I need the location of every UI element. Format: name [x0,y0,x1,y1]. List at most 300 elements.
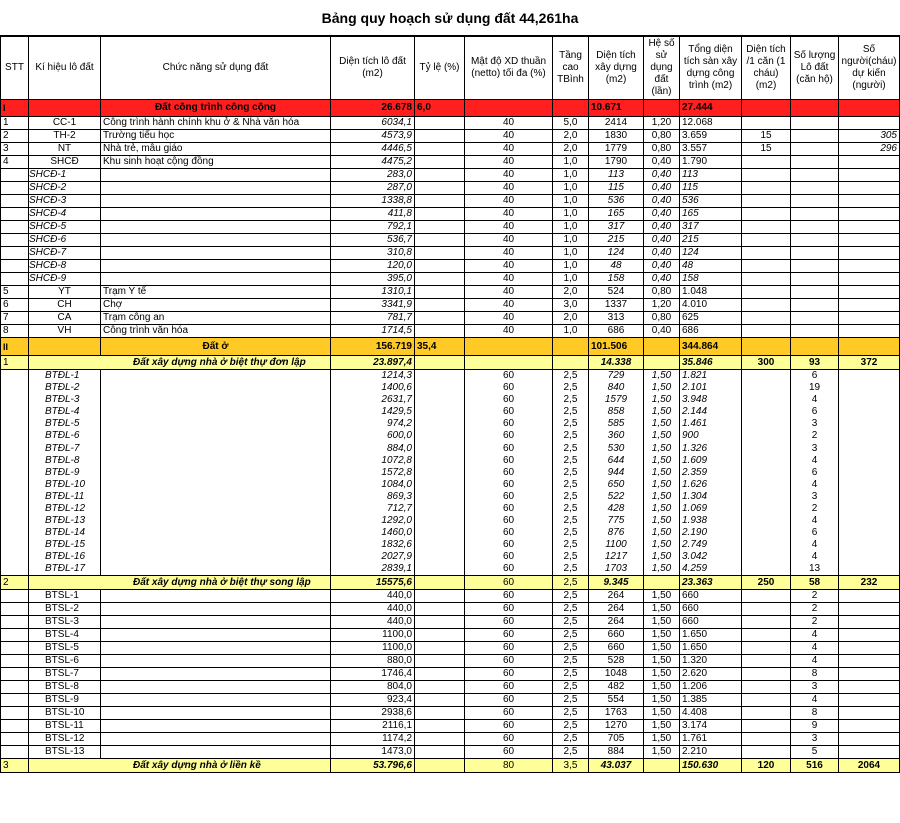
table-cell [415,325,465,338]
table-cell [742,467,791,479]
table-cell: 1292,0 [331,515,415,527]
table-cell: CH [29,299,101,312]
table-cell: 60 [465,563,553,576]
table-cell: 60 [465,370,553,383]
table-cell: 264 [589,616,644,629]
table-cell [839,195,900,208]
table-cell: Đất xây dựng nhà ở biệt thự đơn lập [29,356,331,370]
land-use-table [0,36,900,773]
table-cell [791,100,839,117]
table-cell [791,312,839,325]
table-cell: 2,5 [553,406,589,418]
table-cell: 1,0 [553,273,589,286]
table-cell [839,394,900,406]
table-cell [791,234,839,247]
table-cell: 1338,8 [331,195,415,208]
table-cell [742,642,791,655]
table-cell: 528 [589,655,644,668]
table-cell [839,563,900,576]
table-cell: 0,40 [644,234,680,247]
table-cell: BTSL-11 [1,720,29,733]
table-row [1,117,900,130]
table-cell: 124 [589,247,644,260]
table-cell [839,370,900,383]
table-cell [742,629,791,642]
table-cell: 4 [791,455,839,467]
table-cell: 0,80 [644,286,680,299]
table-cell: 660 [680,603,742,616]
table-cell: 80 [465,759,553,773]
table-cell: 120 [742,759,791,773]
table-cell [839,467,900,479]
table-cell [839,668,900,681]
table-cell [839,338,900,356]
table-cell: 9.345 [589,576,644,590]
table-cell: 1703 [589,563,644,576]
table-cell: 2,5 [553,539,589,551]
table-cell: 1.650 [680,629,742,642]
table-cell: Đất ở [101,338,331,356]
table-cell: 1,50 [644,503,680,515]
table-cell [101,234,331,247]
table-cell: 4 [791,642,839,655]
table-cell: 101.506 [589,338,644,356]
table-cell: 3 [791,491,839,503]
table-cell [101,527,331,539]
table-cell: 317 [680,221,742,234]
table-cell: 4 [791,694,839,707]
table-cell [791,286,839,299]
table-cell [839,286,900,299]
table-cell [839,299,900,312]
table-cell: 40 [465,221,553,234]
table-cell [415,221,465,234]
table-cell [101,208,331,221]
table-cell [415,247,465,260]
table-cell [742,312,791,325]
table-cell: 2064 [839,759,900,773]
table-cell [644,576,680,590]
table-cell: 2,5 [553,551,589,563]
table-cell: 150.630 [680,759,742,773]
table-cell: Đất xây dựng nhà ở biệt thự song lập [29,576,331,590]
table-cell: 1746,4 [331,668,415,681]
table-cell: 1,50 [644,382,680,394]
table-cell [791,325,839,338]
table-cell: 215 [589,234,644,247]
table-cell: 1048 [589,668,644,681]
table-cell: 60 [465,681,553,694]
table-cell: BTSL-5 [1,642,29,655]
table-cell [101,406,331,418]
table-cell [742,273,791,286]
table-cell [553,356,589,370]
table-cell: 536,7 [331,234,415,247]
table-cell [839,247,900,260]
table-cell: BTSL-7 [1,668,29,681]
table-cell: 3 [791,418,839,430]
header-row [1,37,900,100]
table-cell [415,356,465,370]
table-cell: 156.719 [331,338,415,356]
table-cell: 6 [791,406,839,418]
table-cell [839,527,900,539]
table-cell: 40 [465,182,553,195]
table-cell: 1 [1,117,29,130]
table-row [1,100,900,117]
table-cell [415,370,465,383]
table-cell [839,655,900,668]
table-cell [101,467,331,479]
table-cell [839,430,900,442]
table-cell [415,746,465,759]
column-header: Tổng diện tích sàn xây dựng công trình (m2) [680,37,742,100]
table-cell: 1,50 [644,370,680,383]
table-cell [101,273,331,286]
table-row [1,759,900,773]
table-cell [839,479,900,491]
table-cell: 1,0 [553,247,589,260]
table-cell [742,491,791,503]
table-cell: BTĐL-5 [1,418,29,430]
table-cell: 1,50 [644,442,680,454]
table-cell: 2,5 [553,515,589,527]
table-cell [415,382,465,394]
table-cell: 60 [465,655,553,668]
table-cell: 775 [589,515,644,527]
table-cell: 884,0 [331,442,415,454]
table-cell: 124 [680,247,742,260]
table-cell [839,312,900,325]
table-cell [839,382,900,394]
table-cell: 15 [742,130,791,143]
table-cell: 1.206 [680,681,742,694]
table-row [1,394,900,406]
table-cell: 60 [465,616,553,629]
table-cell: CA [29,312,101,325]
table-cell [415,442,465,454]
table-cell [415,551,465,563]
table-cell: 26.678 [331,100,415,117]
table-cell: SHCĐ-2 [1,182,29,195]
table-cell: 2414 [589,117,644,130]
table-cell: 1,50 [644,539,680,551]
table-cell [839,515,900,527]
table-cell [839,208,900,221]
table-cell: BTSL-9 [1,694,29,707]
table-cell [415,563,465,576]
table-cell [839,100,900,117]
table-cell: 1.761 [680,733,742,746]
table-cell: 60 [465,515,553,527]
table-cell: 1779 [589,143,644,156]
table-cell: 2,5 [553,370,589,383]
table-cell: 264 [589,590,644,603]
table-cell: 2116,1 [331,720,415,733]
table-cell: 1.650 [680,642,742,655]
table-cell: 2.620 [680,668,742,681]
table-cell: 2 [1,130,29,143]
table-cell [415,169,465,182]
table-cell [742,394,791,406]
table-cell [742,551,791,563]
table-cell [742,286,791,299]
table-row [1,260,900,273]
table-cell: 804,0 [331,681,415,694]
table-cell [29,338,101,356]
table-row [1,195,900,208]
table-cell: 2 [791,616,839,629]
table-cell: 2,5 [553,720,589,733]
table-cell: 1790 [589,156,644,169]
table-cell: 2.210 [680,746,742,759]
table-cell: Chợ [101,299,331,312]
table-cell [415,117,465,130]
table-cell [742,655,791,668]
table-cell [791,156,839,169]
table-cell: 1,0 [553,156,589,169]
table-cell: 3.042 [680,551,742,563]
table-cell: 344.864 [680,338,742,356]
table-cell: Công trình hành chính khu ở & Nhà văn hóa [101,117,331,130]
table-cell: 60 [465,707,553,720]
table-cell: 781,7 [331,312,415,325]
table-cell: 60 [465,551,553,563]
table-cell: 4 [791,539,839,551]
table-cell: BTĐL-3 [1,394,29,406]
table-cell [415,286,465,299]
table-cell [839,455,900,467]
table-cell: 944 [589,467,644,479]
table-cell: BTSL-8 [1,681,29,694]
table-cell: 395,0 [331,273,415,286]
table-row [1,590,900,603]
table-cell [101,655,331,668]
table-cell [415,182,465,195]
table-row [1,406,900,418]
table-cell: 1,50 [644,603,680,616]
table-cell: 2 [791,590,839,603]
table-cell [742,247,791,260]
table-cell [101,720,331,733]
table-row [1,325,900,338]
table-cell [101,563,331,576]
table-cell [101,551,331,563]
table-row [1,208,900,221]
table-cell: 6 [791,527,839,539]
table-cell: 35.846 [680,356,742,370]
table-cell [29,100,101,117]
table-cell [742,208,791,221]
table-cell [415,576,465,590]
table-cell: 1,50 [644,394,680,406]
table-row [1,247,900,260]
table-row [1,479,900,491]
table-cell: 7 [1,312,29,325]
table-cell: I [1,100,29,117]
table-cell [415,406,465,418]
table-row [1,551,900,563]
table-cell: 2,5 [553,491,589,503]
table-cell: BTĐL-1 [1,370,29,383]
table-cell: 1.938 [680,515,742,527]
table-cell: 900 [680,430,742,442]
table-cell: 60 [465,733,553,746]
table-cell: 2,5 [553,642,589,655]
table-cell: 10.671 [589,100,644,117]
table-cell: 60 [465,642,553,655]
table-cell: 1,50 [644,418,680,430]
table-cell: 2,5 [553,455,589,467]
table-cell: BTĐL-4 [1,406,29,418]
table-cell: 3.948 [680,394,742,406]
table-cell: 1.320 [680,655,742,668]
table-cell [791,221,839,234]
table-cell: 1,50 [644,668,680,681]
table-cell [791,195,839,208]
table-cell [742,299,791,312]
table-cell [644,100,680,117]
table-cell: BTSL-13 [1,746,29,759]
table-cell: 40 [465,273,553,286]
table-cell: 4 [791,479,839,491]
table-cell [415,312,465,325]
table-cell [791,130,839,143]
table-cell [839,117,900,130]
table-cell [839,406,900,418]
table-cell: 1,50 [644,590,680,603]
table-cell: 60 [465,527,553,539]
table-row [1,655,900,668]
table-cell: 2,0 [553,312,589,325]
table-cell [742,479,791,491]
table-cell: SHCĐ-5 [1,221,29,234]
table-cell [742,707,791,720]
table-cell: 3,0 [553,299,589,312]
column-header: Số lượng Lô đất (căn hộ) [791,37,839,100]
table-row [1,338,900,356]
table-cell: 792,1 [331,221,415,234]
table-cell: 2938,6 [331,707,415,720]
table-cell [742,382,791,394]
table-cell: 53.796,6 [331,759,415,773]
table-cell: 554 [589,694,644,707]
table-cell [742,442,791,454]
table-cell: 6034,1 [331,117,415,130]
table-cell: 974,2 [331,418,415,430]
table-cell: 283,0 [331,169,415,182]
table-cell [101,455,331,467]
table-cell: 1,50 [644,563,680,576]
table-cell: 40 [465,234,553,247]
table-cell: 15 [742,143,791,156]
table-cell: 5 [791,746,839,759]
table-cell [415,539,465,551]
table-cell: 60 [465,382,553,394]
table-cell [415,668,465,681]
table-cell: 1,50 [644,616,680,629]
table-cell [415,629,465,642]
table-cell: 9 [791,720,839,733]
table-cell: BTSL-6 [1,655,29,668]
table-cell: 3.659 [680,130,742,143]
table-cell [791,208,839,221]
table-cell [742,563,791,576]
table-cell: 40 [465,130,553,143]
table-cell: 313 [589,312,644,325]
table-cell: 660 [680,590,742,603]
table-cell: 2 [791,503,839,515]
table-cell [101,221,331,234]
table-cell [791,143,839,156]
table-cell: 705 [589,733,644,746]
column-header: Diện tích /1 căn (1 cháu) (m2) [742,37,791,100]
table-cell [839,325,900,338]
table-cell [415,642,465,655]
table-cell: 4 [791,629,839,642]
table-cell: 310,8 [331,247,415,260]
table-cell: 27.444 [680,100,742,117]
table-cell: 113 [589,169,644,182]
table-cell: 524 [589,286,644,299]
table-cell: 165 [680,208,742,221]
table-cell [839,260,900,273]
table-cell: BTĐL-13 [1,515,29,527]
table-cell: SHCĐ-8 [1,260,29,273]
table-cell: 1,0 [553,208,589,221]
table-cell: BTĐL-2 [1,382,29,394]
table-cell: 1072,8 [331,455,415,467]
table-row [1,182,900,195]
table-cell: 60 [465,491,553,503]
table-cell: 5 [1,286,29,299]
table-row [1,629,900,642]
table-cell [839,590,900,603]
table-cell: 317 [589,221,644,234]
table-cell: 0,40 [644,325,680,338]
table-cell: 660 [589,642,644,655]
table-row [1,642,900,655]
table-cell: TH-2 [29,130,101,143]
table-cell: 2,5 [553,394,589,406]
table-cell: 40 [465,247,553,260]
table-cell: 0,40 [644,169,680,182]
table-cell [101,515,331,527]
table-cell: 1310,1 [331,286,415,299]
table-cell [839,616,900,629]
table-row [1,286,900,299]
table-cell: 1,50 [644,694,680,707]
table-cell: 482 [589,681,644,694]
table-cell [415,195,465,208]
table-row [1,746,900,759]
table-cell: 3 [791,681,839,694]
table-cell: 2631,7 [331,394,415,406]
table-cell: 19 [791,382,839,394]
table-cell: 440,0 [331,590,415,603]
table-cell [415,515,465,527]
table-cell [839,746,900,759]
table-cell [644,338,680,356]
table-cell: 0,40 [644,208,680,221]
table-row [1,455,900,467]
table-cell [101,590,331,603]
table-cell: 1,50 [644,479,680,491]
table-cell [742,590,791,603]
table-cell: Đất xây dựng nhà ở liền kề [29,759,331,773]
table-row [1,442,900,454]
table-cell: 2 [791,603,839,616]
